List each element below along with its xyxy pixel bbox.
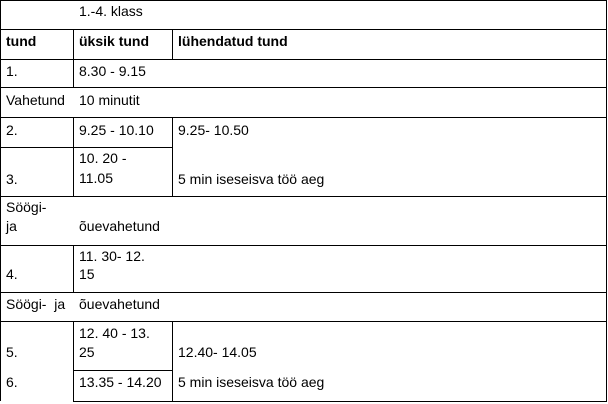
- shortened-time: 9.25- 10.50: [178, 122, 249, 138]
- lesson-number: 4.: [6, 266, 18, 282]
- lunch-value: õuevahetund: [79, 296, 160, 312]
- lesson-time: 8.30 - 9.15: [79, 63, 146, 79]
- row-divider: [0, 29, 607, 30]
- header-tund: tund: [6, 33, 37, 49]
- shortened-time: 12.40- 14.05: [178, 344, 257, 360]
- shortened-note: 5 min iseseisva töö aeg: [178, 374, 325, 390]
- table-border-bottom: [73, 401, 607, 402]
- break-label: Vahetund: [6, 92, 65, 108]
- col-divider: [172, 117, 173, 196]
- row-divider: [0, 196, 607, 197]
- lesson-number: 2.: [6, 122, 18, 138]
- lunch-value: õuevahetund: [79, 218, 160, 234]
- lesson-time-line1: 10. 20 -: [79, 150, 127, 166]
- shortened-note: 5 min iseseisva töö aeg: [178, 171, 325, 187]
- break-value: 10 minutit: [79, 92, 140, 108]
- col-divider: [172, 321, 173, 402]
- lesson-number: 1.: [6, 63, 18, 79]
- table-border-right: [606, 0, 607, 402]
- lesson-time-line2: 11.05: [79, 170, 113, 186]
- col-divider: [73, 117, 74, 196]
- lesson-time: 13.35 - 14.20: [79, 374, 162, 390]
- table-border-left: [0, 0, 1, 401]
- lesson-time-line1: 12. 40 - 13.: [79, 325, 150, 341]
- lesson-time-line1: 11. 30- 12.: [79, 248, 145, 264]
- col-divider: [73, 29, 74, 88]
- lesson-time-line2: 15: [79, 266, 95, 282]
- table-title: 1.-4. klass: [79, 3, 143, 19]
- row-divider: [0, 59, 607, 60]
- lunch-label: Söögi- ja: [6, 296, 66, 312]
- col-divider: [73, 321, 74, 402]
- header-uksik-tund: üksik tund: [79, 33, 150, 49]
- lesson-time-line2: 25: [79, 344, 95, 360]
- lesson-number: 6.: [6, 374, 18, 390]
- lunch-label-line2: ja: [6, 218, 17, 234]
- header-luhendatud-tund: lühendatud tund: [178, 33, 288, 49]
- row-divider: [0, 321, 607, 322]
- row-divider: [0, 292, 607, 293]
- col-divider: [172, 29, 173, 59]
- col-divider: [73, 245, 74, 292]
- row-divider: [0, 87, 607, 88]
- lesson-time: 9.25 - 10.10: [79, 122, 154, 138]
- row-divider: [73, 370, 173, 371]
- lesson-number: 3.: [6, 171, 18, 187]
- lesson-number: 5.: [6, 344, 18, 360]
- lunch-label-line1: Söögi-: [6, 199, 47, 215]
- row-divider: [0, 117, 607, 118]
